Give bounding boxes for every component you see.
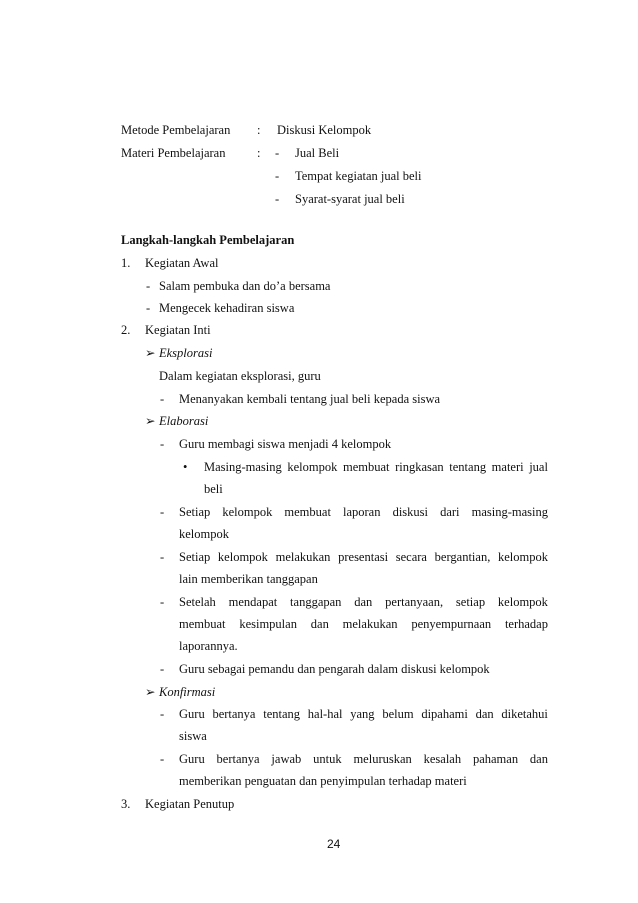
word: secara: [395, 550, 427, 564]
word: kesimpulan: [239, 617, 297, 631]
list-dash: -: [160, 662, 165, 676]
list-dash: -: [160, 550, 165, 564]
list-item: Menanyakan kembali tentang jual beli kepada siswa: [179, 392, 441, 406]
word: penyempurnaan: [411, 617, 492, 631]
justified-line: [179, 594, 548, 610]
word: pahaman: [472, 752, 519, 766]
word: meluruskan: [353, 752, 412, 766]
word: diskusi: [392, 505, 428, 519]
materi-label: Materi Pembelajaran: [121, 146, 226, 160]
word: terhadap: [504, 617, 548, 631]
phase-title: Konfirmasi: [159, 685, 216, 699]
word: diketahui: [501, 707, 548, 721]
round-bullet-icon: •: [183, 460, 188, 474]
word: Setiap: [179, 550, 211, 564]
metode-label: Metode Pembelajaran: [121, 123, 231, 137]
step-title: Kegiatan Awal: [145, 256, 219, 270]
word: melakukan: [275, 550, 331, 564]
word: dari: [440, 505, 460, 519]
word: jual: [529, 460, 548, 474]
step-title: Kegiatan Inti: [145, 323, 211, 337]
list-number: 2.: [121, 323, 131, 337]
word: laporan: [343, 505, 381, 519]
word: Guru: [179, 707, 205, 721]
word: ringkasan: [395, 460, 444, 474]
word: dan: [354, 595, 373, 609]
justified-line: [179, 706, 548, 722]
list-number: 3.: [121, 797, 131, 811]
word: Guru: [179, 752, 205, 766]
list-dash: -: [160, 752, 165, 766]
word: bertanya: [216, 752, 260, 766]
word: membuat: [284, 505, 331, 519]
word: Setelah: [179, 595, 216, 609]
materi-dash: -: [275, 146, 280, 160]
word: melakukan: [342, 617, 398, 631]
list-item: Guru sebagai pemandu dan pengarah dalam diskusi kelompok: [179, 662, 490, 676]
word: masing-masing: [471, 505, 548, 519]
list-item: Salam pembuka dan do’a bersama: [159, 279, 331, 293]
justified-line: [179, 549, 548, 565]
word: kelompok: [222, 505, 273, 519]
word: membuat: [179, 617, 226, 631]
word: kelompok: [497, 595, 548, 609]
word: materi: [491, 460, 524, 474]
list-dash: -: [160, 505, 165, 519]
word: membuat: [342, 460, 390, 474]
list-item: Mengecek kehadiran siswa: [159, 301, 295, 315]
list-dash: -: [146, 301, 151, 315]
materi-item: Tempat kegiatan jual beli: [295, 169, 422, 183]
list-item: Guru membagi siswa menjadi 4 kelompok: [179, 437, 392, 451]
word: Masing-masing: [204, 460, 282, 474]
word: untuk: [313, 752, 342, 766]
word: kelompok: [217, 550, 268, 564]
materi-dash: -: [275, 169, 280, 183]
list-dash: -: [160, 392, 165, 406]
justified-line: [179, 751, 548, 767]
continuation-line: siswa: [179, 729, 207, 743]
materi-item: Jual Beli: [295, 146, 340, 160]
materi-item: Syarat-syarat jual beli: [295, 192, 405, 206]
list-dash: -: [160, 707, 165, 721]
phase-title: Eksplorasi: [159, 346, 213, 360]
justified-line: [204, 459, 548, 475]
word: mendapat: [228, 595, 278, 609]
continuation-line: memberikan penguatan dan penyimpulan terhadap materi: [179, 774, 467, 788]
metode-value: Diskusi Kelompok: [277, 123, 372, 137]
continuation-line: laporannya.: [179, 639, 238, 653]
word: yang: [350, 707, 375, 721]
word: hal-hal: [307, 707, 343, 721]
word: kelompok: [287, 460, 338, 474]
justified-line: [179, 616, 548, 632]
word: Setiap: [179, 505, 211, 519]
page-number: 24: [327, 837, 341, 851]
word: tentang: [263, 707, 301, 721]
list-dash: -: [160, 595, 165, 609]
arrow-bullet-icon: ➢: [145, 414, 156, 428]
phase-title: Elaborasi: [159, 414, 209, 428]
word: bergantian,: [434, 550, 491, 564]
continuation-line: kelompok: [179, 527, 229, 541]
word: presentasi: [338, 550, 389, 564]
materi-colon: :: [257, 146, 261, 160]
arrow-bullet-icon: ➢: [145, 346, 156, 360]
continuation-line: beli: [204, 482, 223, 496]
word: setiap: [455, 595, 486, 609]
list-number: 1.: [121, 256, 131, 270]
arrow-bullet-icon: ➢: [145, 685, 156, 699]
metode-colon: :: [257, 123, 261, 137]
word: kesalah: [423, 752, 462, 766]
word: dipahami: [421, 707, 468, 721]
justified-line: [179, 504, 548, 520]
word: bertanya: [212, 707, 256, 721]
word: belum: [382, 707, 414, 721]
word: pertanyaan,: [385, 595, 444, 609]
continuation-line: lain memberikan tanggapan: [179, 572, 318, 586]
word: dan: [310, 617, 329, 631]
word: jawab: [271, 752, 302, 766]
word: kelompok: [498, 550, 548, 564]
list-dash: -: [160, 437, 165, 451]
word: dan: [475, 707, 494, 721]
phase-intro: Dalam kegiatan eksplorasi, guru: [159, 369, 321, 383]
word: tanggapan: [290, 595, 342, 609]
section-heading: Langkah-langkah Pembelajaran: [121, 233, 295, 247]
list-dash: -: [146, 279, 151, 293]
word: dan: [529, 752, 548, 766]
word: tentang: [449, 460, 487, 474]
materi-dash: -: [275, 192, 280, 206]
step-title: Kegiatan Penutup: [145, 797, 235, 811]
